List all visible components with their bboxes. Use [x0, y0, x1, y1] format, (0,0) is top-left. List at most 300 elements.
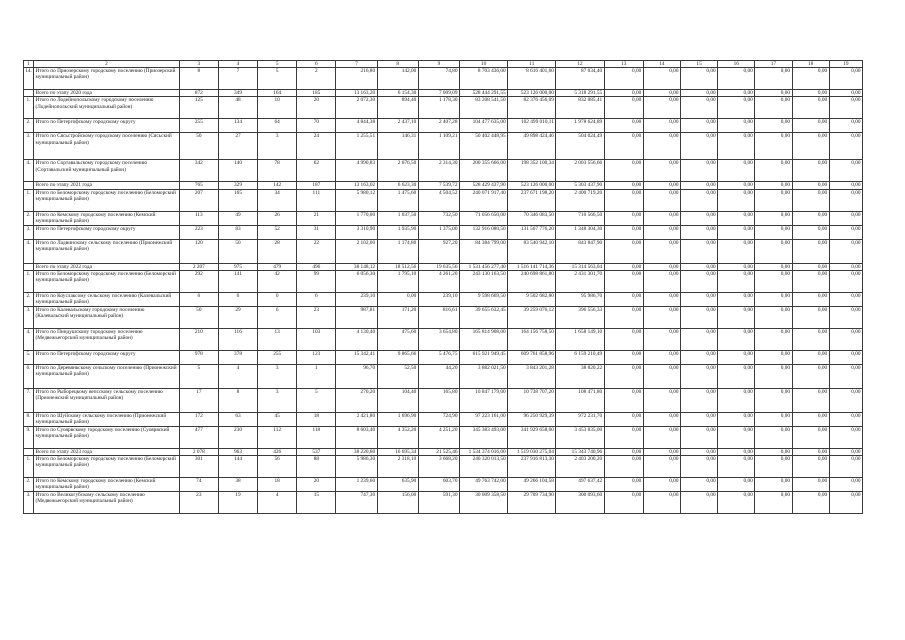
value-cell: 0,00 — [755, 270, 792, 292]
value-cell: 0,00 — [643, 263, 680, 270]
column-number: 18 — [792, 61, 829, 68]
value-cell: 0,00 — [643, 492, 680, 514]
value-cell: 6 — [218, 292, 257, 306]
value-cell: 342 — [179, 160, 218, 182]
stage-total-row — [24, 448, 863, 455]
value-cell: 0,00 — [643, 350, 680, 364]
value-cell: 125 — [179, 97, 218, 119]
value-cell: 207 — [179, 189, 218, 211]
value-cell: 927,20 — [418, 239, 459, 263]
value-cell: 165 — [218, 189, 257, 211]
value-cell: 0,00 — [643, 364, 680, 388]
value-cell: 15 342,41 — [336, 350, 377, 364]
value-cell: 0,00 — [755, 412, 792, 426]
value-cell: 0,00 — [829, 211, 862, 225]
value-cell: 96 250 929,39 — [508, 412, 556, 426]
value-cell: 0,00 — [829, 160, 862, 182]
value-cell: 0,00 — [680, 270, 717, 292]
table-row — [24, 328, 863, 350]
row-number: 2. — [24, 119, 34, 133]
value-cell: 21 525,46 — [418, 448, 459, 455]
table-row — [24, 426, 863, 448]
value-cell: 1 255,51 — [336, 133, 377, 160]
value-cell: 0,00 — [718, 211, 755, 225]
value-cell: 975 — [218, 263, 257, 270]
value-cell: 6 154,30 — [377, 90, 418, 97]
value-cell: 0,00 — [792, 492, 829, 514]
value-cell: 1 178,30 — [418, 97, 459, 119]
value-cell: 5 318 291,55 — [556, 90, 604, 97]
value-cell: 0,00 — [829, 90, 862, 97]
value-cell: 237 916 813,30 — [508, 456, 556, 478]
value-cell: 0,00 — [718, 68, 755, 90]
value-cell: 615 921 949,45 — [459, 350, 507, 364]
table-row — [24, 68, 863, 90]
settlement-name: Итого по Коуслаксому сельскому поселению (Калевальский муниципальный район) — [34, 292, 180, 306]
settlement-name: Итого по Рыборецкому вепсскому сельскому поселению (Прионежский муниципальный район) — [34, 388, 180, 412]
value-cell: 38 148,12 — [336, 263, 377, 270]
table-row — [24, 292, 863, 306]
value-cell: 5 — [297, 388, 336, 412]
value-cell: 732,50 — [418, 211, 459, 225]
value-cell: 5 980,12 — [336, 189, 377, 211]
value-cell: 978 — [179, 350, 218, 364]
value-cell: 6 — [179, 292, 218, 306]
table-row — [24, 412, 863, 426]
value-cell: 0,00 — [680, 225, 717, 239]
value-cell: 0,00 — [643, 160, 680, 182]
value-cell: 2 072,30 — [336, 97, 377, 119]
value-cell: 210 — [179, 328, 218, 350]
value-cell: 0,00 — [755, 328, 792, 350]
value-cell: 301 — [179, 456, 218, 478]
value-cell: 0,00 — [792, 328, 829, 350]
value-cell: 0,00 — [792, 426, 829, 448]
value-cell: 120 — [179, 239, 218, 263]
value-cell: 18 — [258, 478, 297, 492]
value-cell: 987,81 — [336, 306, 377, 328]
value-cell: 0,00 — [643, 448, 680, 455]
value-cell: 1 696,90 — [377, 412, 418, 426]
value-cell: 1 475,60 — [377, 189, 418, 211]
value-cell: 396 556,33 — [556, 306, 604, 328]
column-number: 10 — [459, 61, 507, 68]
value-cell: 0,00 — [718, 292, 755, 306]
value-cell: 0,00 — [755, 225, 792, 239]
value-cell: 2 078 — [179, 448, 218, 455]
value-cell: 0,00 — [792, 478, 829, 492]
stage-total-row — [24, 90, 863, 97]
value-cell: 0,00 — [755, 388, 792, 412]
table-body — [24, 61, 863, 514]
value-cell: 0,00 — [755, 350, 792, 364]
value-cell: 0,00 — [829, 350, 862, 364]
value-cell: 171,20 — [377, 306, 418, 328]
value-cell: 113 — [179, 211, 218, 225]
value-cell: 0,00 — [718, 388, 755, 412]
value-cell: 26 — [258, 211, 297, 225]
row-number: 1. — [24, 456, 34, 478]
table-row — [24, 97, 863, 119]
value-cell: 0,00 — [792, 97, 829, 119]
value-cell: 5 476,75 — [418, 350, 459, 364]
value-cell: 10 847 179,00 — [459, 388, 507, 412]
value-cell: 0,00 — [604, 456, 643, 478]
value-cell: 1 516 141 714,36 — [508, 263, 556, 270]
value-cell: 0,00 — [680, 182, 717, 189]
value-cell: 1 531 456 277,40 — [459, 263, 507, 270]
value-cell: 118 — [297, 426, 336, 448]
value-cell: 0,00 — [792, 388, 829, 412]
value-cell: 8 — [179, 68, 218, 90]
settlement-name: Итого по Калевальскому городскому поселению (Калевальский муниципальный район) — [34, 306, 180, 328]
value-cell: 0,00 — [680, 448, 717, 455]
value-cell: 49 763 742,00 — [459, 478, 507, 492]
stage-total-row — [24, 263, 863, 270]
value-cell: 0,00 — [829, 119, 862, 133]
value-cell: 52,50 — [377, 364, 418, 388]
value-cell: 0,00 — [755, 211, 792, 225]
value-cell: 497 637,42 — [556, 478, 604, 492]
value-cell: 4 844,38 — [336, 119, 377, 133]
value-cell: 0,00 — [604, 412, 643, 426]
value-cell: 56 — [258, 456, 297, 478]
value-cell: 123 — [297, 350, 336, 364]
value-cell: 1 519 030 275,04 — [508, 448, 556, 455]
resettlement-program-table — [23, 60, 863, 514]
value-cell: 21 — [297, 211, 336, 225]
settlement-name: Всего по этапу 2023 года — [34, 448, 180, 455]
value-cell: 13 163,20 — [336, 90, 377, 97]
value-cell: 2 314,30 — [418, 160, 459, 182]
value-cell: 146,31 — [377, 133, 418, 160]
settlement-name: Итого по Пиндушскому городскому поселению (Медвежьегорский муниципальный район) — [34, 328, 180, 350]
value-cell: 2 003 556,66 — [556, 160, 604, 182]
column-number: 16 — [718, 61, 755, 68]
value-cell: 528 429 437,90 — [459, 182, 507, 189]
value-cell: 2 437,10 — [377, 119, 418, 133]
value-cell: 116 — [218, 328, 257, 350]
value-cell: 18 — [297, 412, 336, 426]
value-cell: 103 — [297, 328, 336, 350]
value-cell: 496 — [297, 263, 336, 270]
table-row — [24, 225, 863, 239]
row-number: 7. — [24, 388, 34, 412]
value-cell: 0,00 — [792, 119, 829, 133]
value-cell: 0,00 — [604, 426, 643, 448]
value-cell: 816,61 — [418, 306, 459, 328]
value-cell: 5 303 437,90 — [556, 182, 604, 189]
value-cell: 0,00 — [718, 350, 755, 364]
value-cell: 0,00 — [718, 225, 755, 239]
value-cell: 0,00 — [792, 263, 829, 270]
value-cell: 523 126 000,00 — [508, 90, 556, 97]
value-cell: 31 — [297, 225, 336, 239]
value-cell: 609 761 858,96 — [508, 350, 556, 364]
value-cell: 1 770,00 — [336, 211, 377, 225]
value-cell: 88 — [297, 456, 336, 478]
value-cell: 49 — [218, 211, 257, 225]
value-cell: 13 — [258, 328, 297, 350]
value-cell: 3 453 835,00 — [556, 426, 604, 448]
column-number: 4 — [218, 61, 257, 68]
value-cell: 0,00 — [829, 328, 862, 350]
value-cell: 2 421,80 — [336, 412, 377, 426]
value-cell: 2 102,00 — [336, 239, 377, 263]
value-cell: 603,70 — [418, 478, 459, 492]
value-cell: 9 598 669,50 — [459, 292, 507, 306]
value-cell: 0,00 — [604, 364, 643, 388]
value-cell: 0,00 — [680, 478, 717, 492]
value-cell: 843 847,90 — [556, 239, 604, 263]
value-cell: 523 126 000,00 — [508, 182, 556, 189]
value-cell: 0,00 — [755, 364, 792, 388]
value-cell: 216,80 — [336, 68, 377, 90]
value-cell: 0,00 — [792, 306, 829, 328]
value-cell: 164 156 758,50 — [508, 328, 556, 350]
value-cell: 0,00 — [718, 119, 755, 133]
value-cell: 63 — [218, 412, 257, 426]
row-number: 5. — [24, 350, 34, 364]
value-cell: 22 — [297, 239, 336, 263]
value-cell: 0,00 — [792, 448, 829, 455]
value-cell: 0,00 — [718, 456, 755, 478]
value-cell: 0,00 — [643, 270, 680, 292]
value-cell: 2 207 — [179, 263, 218, 270]
value-cell: 0,00 — [680, 292, 717, 306]
value-cell: 0,00 — [718, 426, 755, 448]
table-row — [24, 119, 863, 133]
value-cell: 240 071 917,40 — [459, 189, 507, 211]
value-cell: 6 — [258, 306, 297, 328]
value-cell: 0,00 — [718, 90, 755, 97]
column-number: 5 — [258, 61, 297, 68]
value-cell: 6 623,30 — [377, 182, 418, 189]
value-cell: 50 — [218, 239, 257, 263]
value-cell: 108 471,80 — [556, 388, 604, 412]
value-cell: 10 — [258, 97, 297, 119]
value-cell: 8 616 401,60 — [508, 68, 556, 90]
value-cell: 0,00 — [718, 412, 755, 426]
settlement-name: Итого по Сортавальскому городскому поселению (Сортавальский муниципальный район) — [34, 160, 180, 182]
value-cell: 3 843 201,28 — [508, 364, 556, 388]
value-cell: 23 — [179, 492, 218, 514]
settlement-name: Итого по Лодейнопольскому городскому поселению (Лодейнопольский муниципальный район) — [34, 97, 180, 119]
value-cell: 0,00 — [377, 292, 418, 306]
value-cell: 0,00 — [604, 182, 643, 189]
value-cell: 5 986,30 — [336, 456, 377, 478]
table-row — [24, 160, 863, 182]
value-cell: 18 512,56 — [377, 263, 418, 270]
value-cell: 0,00 — [643, 182, 680, 189]
column-number: 17 — [755, 61, 792, 68]
table-row — [24, 239, 863, 263]
value-cell: 62 — [297, 160, 336, 182]
value-cell: 83 208 541,50 — [459, 97, 507, 119]
value-cell: 4 261,20 — [418, 270, 459, 292]
value-cell: 7 539,72 — [418, 182, 459, 189]
value-cell: 0,00 — [604, 492, 643, 514]
value-cell: 104 477 635,00 — [459, 119, 507, 133]
value-cell: 0,00 — [643, 97, 680, 119]
value-cell: 0,00 — [604, 270, 643, 292]
value-cell: 504 024,49 — [556, 133, 604, 160]
value-cell: 0,00 — [755, 456, 792, 478]
value-cell: 15 314 563,04 — [556, 263, 604, 270]
value-cell: 70 — [297, 119, 336, 133]
settlement-name: Итого по Петергофскому городскому округу — [34, 225, 180, 239]
value-cell: 1 658 149,10 — [556, 328, 604, 350]
value-cell: 0,00 — [829, 292, 862, 306]
value-cell: 48 — [218, 97, 257, 119]
value-cell: 0,00 — [680, 263, 717, 270]
value-cell: 0,00 — [680, 239, 717, 263]
value-cell: 0,00 — [755, 426, 792, 448]
report-sheet — [23, 60, 863, 514]
value-cell: 239,10 — [336, 292, 377, 306]
value-cell: 0,00 — [643, 189, 680, 211]
value-cell: 1 — [297, 364, 336, 388]
value-cell: 894,40 — [377, 97, 418, 119]
value-cell: 0,00 — [792, 182, 829, 189]
value-cell: 42 — [258, 270, 297, 292]
row-number: 8. — [24, 412, 34, 426]
row-number: 9. — [24, 426, 34, 448]
value-cell: 3 310,90 — [336, 225, 377, 239]
value-cell: 7 009,09 — [418, 90, 459, 97]
value-cell: 0,00 — [680, 68, 717, 90]
value-cell: 0,00 — [829, 182, 862, 189]
settlement-name: Всего по этапу 2020 года — [34, 90, 180, 97]
settlement-name: Итого по Ладвинскому сельскому поселению (Прионежский муниципальный район) — [34, 239, 180, 263]
value-cell: 255 — [258, 350, 297, 364]
value-cell: 200 355 666,00 — [459, 160, 507, 182]
value-cell: 4 352,20 — [377, 426, 418, 448]
value-cell: 0,00 — [792, 189, 829, 211]
value-cell: 50 — [179, 306, 218, 328]
table-row — [24, 456, 863, 478]
value-cell: 0,00 — [829, 97, 862, 119]
value-cell: 142,00 — [377, 68, 418, 90]
settlement-name: Итого по Петергофскому городскому округу — [34, 119, 180, 133]
value-cell: 0,00 — [643, 68, 680, 90]
table-row — [24, 211, 863, 225]
value-cell: 230 — [218, 426, 257, 448]
value-cell: 0,00 — [604, 388, 643, 412]
value-cell: 4 990,83 — [336, 160, 377, 182]
value-cell: 6 — [297, 292, 336, 306]
value-cell: 972 231,70 — [556, 412, 604, 426]
value-cell: 1 795,10 — [377, 270, 418, 292]
value-cell: 1 037,50 — [377, 211, 418, 225]
value-cell: 156,00 — [377, 492, 418, 514]
row-number: 1. — [24, 97, 34, 119]
table-row — [24, 388, 863, 412]
value-cell: 0,00 — [792, 90, 829, 97]
value-cell: 0,00 — [680, 160, 717, 182]
value-cell: 0,00 — [604, 292, 643, 306]
value-cell: 131 567 776,20 — [508, 225, 556, 239]
column-number: 12 — [556, 61, 604, 68]
value-cell: 0,00 — [792, 270, 829, 292]
value-cell: 96,70 — [336, 364, 377, 388]
value-cell: 329 — [218, 182, 257, 189]
value-cell: 0,00 — [680, 189, 717, 211]
value-cell: 292 — [179, 270, 218, 292]
value-cell: 187 — [297, 182, 336, 189]
value-cell: 0,00 — [680, 426, 717, 448]
value-cell: 39 655 632,45 — [459, 306, 507, 328]
value-cell: 3 668,20 — [418, 456, 459, 478]
value-cell: 0,00 — [680, 90, 717, 97]
value-cell: 0,00 — [829, 478, 862, 492]
value-cell: 142 — [258, 182, 297, 189]
value-cell: 349 — [218, 90, 257, 97]
value-cell: 0,00 — [643, 133, 680, 160]
value-cell: 144 — [218, 456, 257, 478]
value-cell: 0,00 — [680, 119, 717, 133]
value-cell: 0,00 — [604, 306, 643, 328]
column-number: 3 — [179, 61, 218, 68]
value-cell: 24 — [297, 133, 336, 160]
settlement-name: Итого по Кемскому городскому поселению (Кемский муниципальный район) — [34, 211, 180, 225]
value-cell: 39 259 076,12 — [508, 306, 556, 328]
value-cell: 0,00 — [643, 239, 680, 263]
value-cell: 0,00 — [829, 225, 862, 239]
value-cell: 528 444 291,55 — [459, 90, 507, 97]
value-cell: 0,00 — [604, 68, 643, 90]
value-cell: 2 403 200,20 — [556, 456, 604, 478]
value-cell: 237 671 198,20 — [508, 189, 556, 211]
value-cell: 0,00 — [792, 211, 829, 225]
row-number: 14. — [24, 68, 34, 90]
value-cell: 82 376 456,09 — [508, 97, 556, 119]
value-cell: 78 — [258, 160, 297, 182]
value-cell: 29 — [218, 306, 257, 328]
settlement-name: Итого по Петергофскому городскому округу — [34, 350, 180, 364]
value-cell: 0,00 — [829, 448, 862, 455]
row-number — [24, 448, 34, 455]
value-cell: 0,00 — [718, 263, 755, 270]
value-cell: 15 343 740,96 — [556, 448, 604, 455]
value-cell: 378 — [218, 350, 257, 364]
value-cell: 6 056,30 — [336, 270, 377, 292]
value-cell: 0,00 — [604, 225, 643, 239]
value-cell: 0,00 — [718, 270, 755, 292]
value-cell: 0,00 — [755, 68, 792, 90]
value-cell: 49 898 424,46 — [508, 133, 556, 160]
value-cell: 132 916 080,50 — [459, 225, 507, 239]
value-cell: 0,00 — [829, 426, 862, 448]
table-row — [24, 270, 863, 292]
row-number: 2. — [24, 292, 34, 306]
column-number: 6 — [297, 61, 336, 68]
value-cell: 0,00 — [755, 90, 792, 97]
value-cell: 0,00 — [643, 478, 680, 492]
column-number: 14 — [643, 61, 680, 68]
value-cell: 0,00 — [755, 182, 792, 189]
value-cell: 8 — [218, 388, 257, 412]
value-cell: 963 — [218, 448, 257, 455]
value-cell: 2 400 719,20 — [556, 189, 604, 211]
row-number — [24, 182, 34, 189]
value-cell: 0,00 — [643, 412, 680, 426]
value-cell: 0,00 — [604, 448, 643, 455]
value-cell: 832 085,41 — [556, 97, 604, 119]
value-cell: 0,00 — [643, 211, 680, 225]
value-cell: 164 — [258, 90, 297, 97]
value-cell: 0,00 — [604, 90, 643, 97]
